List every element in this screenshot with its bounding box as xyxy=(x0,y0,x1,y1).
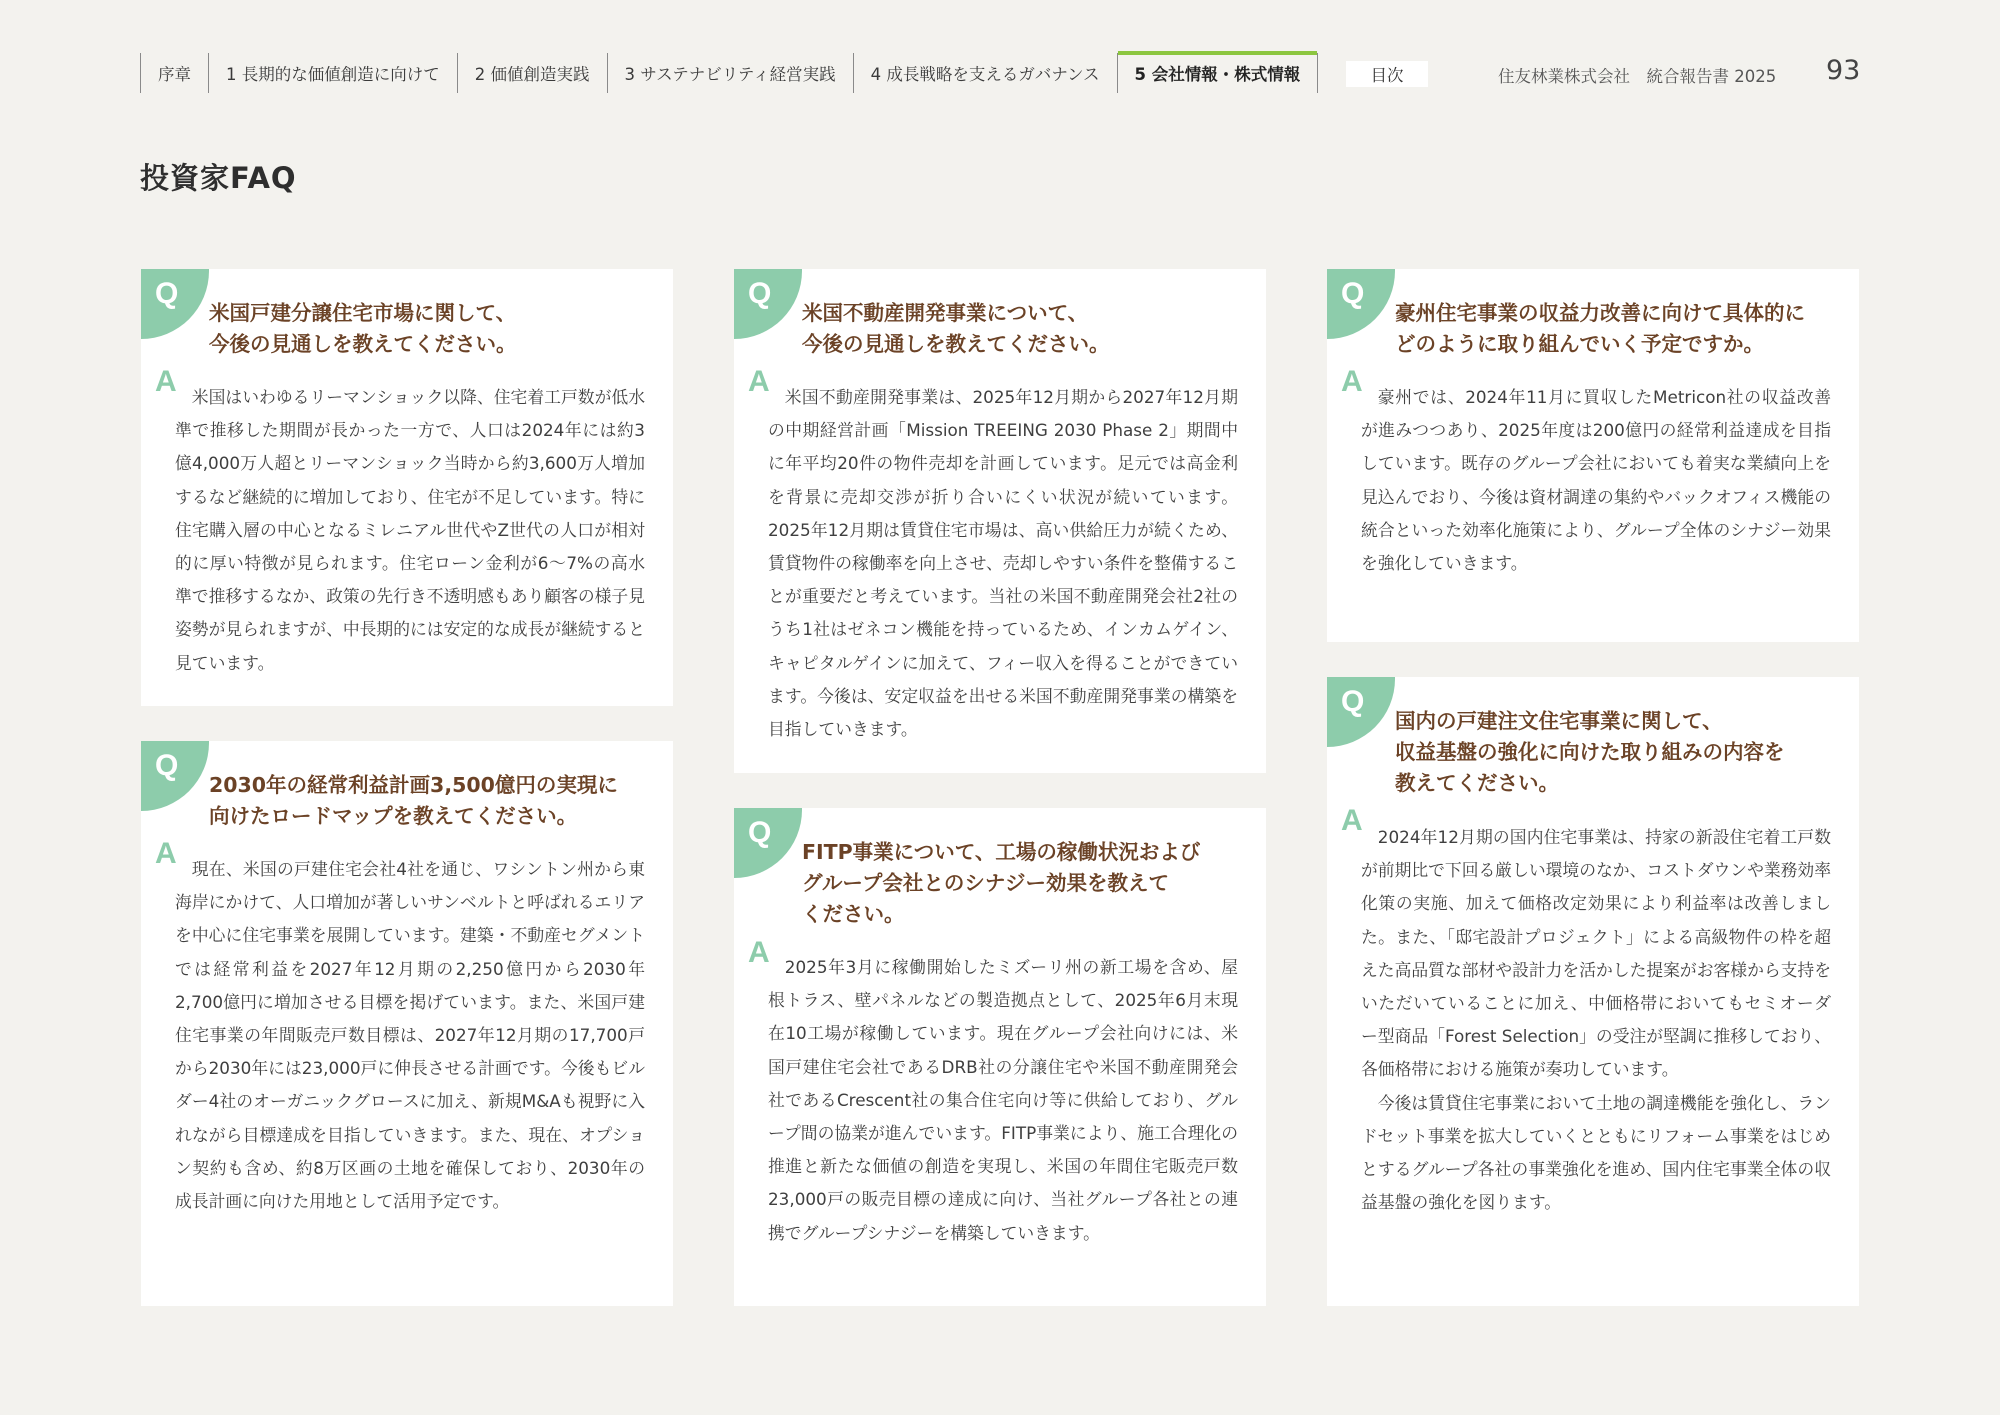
faq-card-us-housing-market xyxy=(141,269,673,706)
page-title: 投資家FAQ xyxy=(140,161,297,195)
faq-card-domestic-housing xyxy=(1327,677,1859,1306)
faq-question: FITP事業について、工場の稼働状況および グループ会社とのシナジー効果を教えて ください。 xyxy=(802,840,1201,926)
q-letter: Q xyxy=(1341,685,1365,718)
faq-question: 国内の戸建注文住宅事業に関して、 収益基盤の強化に向けた取り組みの内容を 教えてください。 xyxy=(1395,709,1785,795)
faq-answer-paragraph: 2024年12月期の国内住宅事業は、持家の新設住宅着工戸数が前期比で下回る厳しい環境のなか、コストダウンや業務効率化策の実施、加えて価格改定効果により利益率は改善しました。また、「邸宅設計プロジェクト」による高級物件の枠を超えた高品質な部材や設計力を活かした提案がお客様から支持をいただいていることに加え、中価格帯においてもセミオーダー型商品「Forest Selection」の受注が堅調に推移しており、各価格帯における施策が奏功しています。 xyxy=(1361,827,1831,1080)
faq-answer: 米国不動産開発事業は、2025年12月期から2027年12月期の中期経営計画「Mission TREEING 2030 Phase 2」期間中に年平均20件の物件売却を計画しています。足元では高金利を背景に売却交渉が折り合いにくい状況が続いています。2025年12月期は賃貸住宅市場は、高い供給圧力が続くため、賃貸物件の稼働率を向上させ、売却しやすい条件を整備することが重要だと考えています。当社の米国不動産開発会社2社のうち1社はゼネコン機能を持っているため、インカムゲイン、キャピタルゲインに加えて、フィー収入を得ることができています。今後は、安定収益を出せる米国不動産開発事業の構築を目指していきます。 xyxy=(768,387,1238,740)
tab-company-info[interactable]: 5 会社情報・株式情報 xyxy=(1117,53,1319,93)
faq-question: 米国不動産開発事業について、 今後の見通しを教えてください。 xyxy=(802,301,1110,356)
faq-question: 2030年の経常利益計画3,500億円の実現に 向けたロードマップを教えてください。 xyxy=(209,773,618,828)
section-nav xyxy=(140,53,1318,93)
a-letter: A xyxy=(748,936,770,969)
a-letter: A xyxy=(155,365,177,398)
faq-answer xyxy=(1361,821,1831,1219)
faq-answer: 米国はいわゆるリーマンショック以降、住宅着工戸数が低水準で推移した期間が長かった一方で、人口は2024年には約3億4,000万人超とリーマンショック当時から約3,600万人増加するなど継続的に増加しており、住宅が不足しています。特に住宅購入層の中心となるミレニアル世代やZ世代の人口が相対的に厚い特徴が見られます。住宅ローン金利が6〜7%の高水準で推移するなか、政策の先行き不透明感もあり顧客の様子見姿勢が見られますが、中長期的には安定的な成長が継続すると見ています。 xyxy=(175,387,645,673)
tab-sustainability[interactable]: 3 サステナビリティ経営実践 xyxy=(607,53,853,93)
q-badge xyxy=(734,808,802,878)
faq-answer: 現在、米国の戸建住宅会社4社を通じ、ワシントン州から東海岸にかけて、人口増加が著しいサンベルトと呼ばれるエリアを中心に住宅事業を展開しています。建築・不動産セグメントでは経常利益を2027年12月期の2,250億円から2030年2,700億円に増加させる目標を掲げています。また、米国戸建住宅事業の年間販売戸数目標は、2027年12月期の17,700戸から2030年には23,000戸に伸長させる計画です。今後もビルダー4社のオーガニックグロースに加え、新規M&Aも視野に入れながら目標達成を目指していきます。また、現在、オプション契約も含め、約8万区画の土地を確保しており、2030年の成長計画に向けた用地として活用予定です。 xyxy=(175,859,645,1212)
toc-button[interactable]: 目次 xyxy=(1346,61,1428,87)
a-letter: A xyxy=(748,365,770,398)
faq-card-fitp xyxy=(734,808,1266,1306)
q-badge xyxy=(1327,677,1395,747)
a-letter: A xyxy=(1341,804,1363,837)
a-letter: A xyxy=(155,837,177,870)
tab-long-term-value[interactable]: 1 長期的な価値創造に向けて xyxy=(208,53,457,93)
faq-card-us-real-estate-dev xyxy=(734,269,1266,773)
q-letter: Q xyxy=(155,749,179,782)
faq-question: 米国戸建分譲住宅市場に関して、 今後の見通しを教えてください。 xyxy=(209,301,517,356)
q-letter: Q xyxy=(748,816,772,849)
q-badge xyxy=(1327,269,1395,339)
q-letter: Q xyxy=(1341,277,1365,310)
faq-card-2030-roadmap xyxy=(141,741,673,1306)
q-badge xyxy=(141,269,209,339)
q-letter: Q xyxy=(748,277,772,310)
q-badge xyxy=(141,741,209,811)
report-title: 住友林業株式会社 統合報告書 2025 xyxy=(1498,67,1777,86)
q-letter: Q xyxy=(155,277,179,310)
a-letter: A xyxy=(1341,365,1363,398)
faq-answer-paragraph: 今後は賃貸住宅事業において土地の調達機能を強化し、ランドセット事業を拡大していくとともにリフォーム事業をはじめとするグループ各社の事業強化を進め、国内住宅事業全体の収益基盤の強化を図ります。 xyxy=(1361,1092,1831,1213)
q-badge xyxy=(734,269,802,339)
page-number: 93 xyxy=(1826,55,1861,86)
faq-answer: 豪州では、2024年11月に買収したMetricon社の収益改善が進みつつあり、2025年度は200億円の経常利益達成を目指しています。既存のグループ会社においても着実な業績向上を見込んでおり、今後は資材調達の集約やバックオフィス機能の統合といった効率化施策により、グループ全体のシナジー効果を強化していきます。 xyxy=(1361,387,1831,574)
faq-question: 豪州住宅事業の収益力改善に向けて具体的に どのように取り組んでいく予定ですか。 xyxy=(1395,301,1805,356)
tab-value-creation[interactable]: 2 価値創造実践 xyxy=(457,53,607,93)
faq-answer: 2025年3月に稼働開始したミズーリ州の新工場を含め、屋根トラス、壁パネルなどの製造拠点として、2025年6月末現在10工場が稼働しています。現在グループ会社向けには、米国戸建住宅会社であるDRB社の分譲住宅や米国不動産開発会社であるCrescent社の集合住宅向け等に供給しており、グループ間の協業が進んでいます。FITP事業により、施工合理化の推進と新たな価値の創造を実現し、米国の年間住宅販売戸数23,000戸の販売目標の達成に向け、当社グループ各社との連携でグループシナジーを構築していきます。 xyxy=(768,957,1238,1243)
tab-prologue[interactable]: 序章 xyxy=(140,53,208,93)
faq-card-australia xyxy=(1327,269,1859,642)
tab-governance[interactable]: 4 成長戦略を支えるガバナンス xyxy=(853,53,1117,93)
